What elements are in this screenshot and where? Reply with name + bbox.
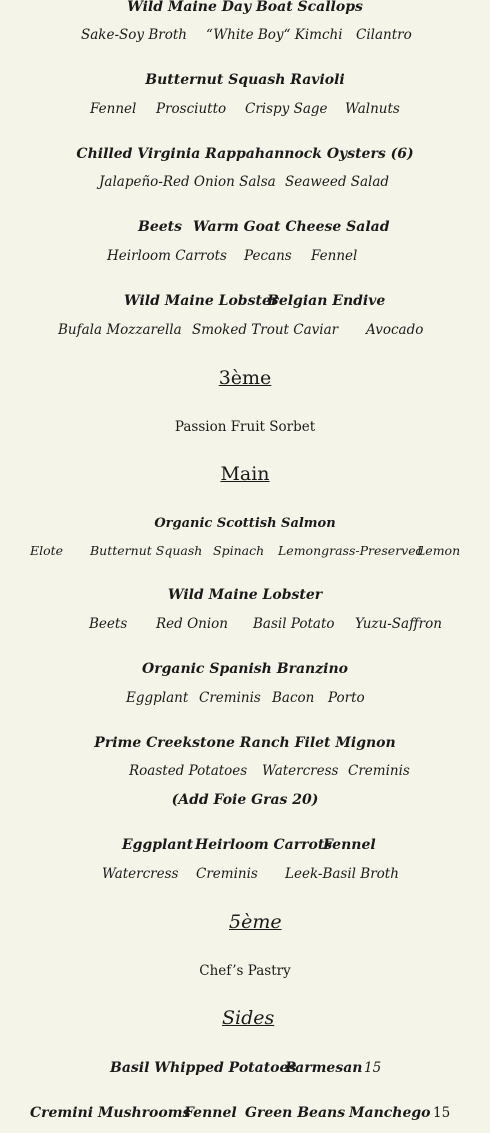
ingredient: Prosciutto bbox=[156, 101, 227, 117]
dish-items-branzino bbox=[0, 686, 490, 710]
ingredient: Pecans bbox=[244, 248, 292, 264]
dish-title-oysters bbox=[0, 142, 490, 166]
side-item: Parmesan bbox=[285, 1060, 363, 1076]
side-item: Green Beans bbox=[245, 1105, 346, 1121]
ingredient: Creminis bbox=[199, 690, 261, 706]
ingredient: Eggplant bbox=[126, 690, 189, 706]
ingredient: Crispy Sage bbox=[245, 101, 328, 117]
dish-title: Wild Maine Day Boat Scallops bbox=[127, 0, 363, 15]
course-5-item bbox=[0, 959, 490, 983]
ingredient: Spinach bbox=[213, 543, 265, 558]
dish-title-eggplant bbox=[0, 833, 490, 857]
ingredient: Lemon bbox=[417, 543, 461, 558]
ingredient: Walnuts bbox=[345, 101, 400, 117]
ingredient: Watercress bbox=[262, 763, 339, 779]
dish-title-branzino bbox=[0, 657, 490, 681]
dish-title-filet bbox=[0, 731, 490, 755]
ingredient: Smoked Trout Caviar bbox=[192, 322, 339, 338]
ingredient: Seaweed Salad bbox=[285, 174, 390, 190]
dish-title: Beets bbox=[138, 219, 182, 235]
dish-title: Heirloom Carrots bbox=[195, 837, 333, 853]
dish-title: Organic Spanish Branzino bbox=[142, 661, 348, 677]
side-price: 15 bbox=[364, 1060, 382, 1076]
ingredient: Elote bbox=[30, 543, 64, 558]
sides-row-1 bbox=[0, 1056, 490, 1080]
ingredient: Creminis bbox=[196, 866, 258, 882]
section-heading-5eme bbox=[0, 908, 490, 938]
ingredient: Yuzu-Saffron bbox=[355, 616, 442, 632]
section-heading: 3ème bbox=[218, 367, 272, 389]
ingredient: Bufala Mozzarella bbox=[58, 322, 182, 338]
ingredient: “White Boy“ Kimchi bbox=[206, 27, 343, 43]
ingredient: Creminis bbox=[348, 763, 410, 779]
ingredient: Leek-Basil Broth bbox=[285, 866, 399, 882]
ingredient: Lemongrass-Preserved bbox=[278, 543, 424, 558]
dish-title-lobster-main bbox=[0, 583, 490, 607]
ingredient: Bacon bbox=[272, 690, 315, 706]
course-3-item bbox=[0, 415, 490, 439]
dish-title: Organic Scottish Salmon bbox=[154, 516, 336, 531]
dish-title: Eggplant bbox=[122, 837, 194, 853]
dish-title: Butternut Squash Ravioli bbox=[145, 72, 345, 88]
dish-title-salmon bbox=[0, 512, 490, 536]
section-heading: Main bbox=[220, 463, 270, 485]
side-item: Manchego bbox=[349, 1105, 431, 1121]
side-price: 15 bbox=[433, 1105, 451, 1121]
dish-items-scallops bbox=[0, 23, 490, 47]
ingredient: Beets bbox=[89, 616, 128, 632]
dish-items-eggplant bbox=[0, 862, 490, 886]
dish-title-lobster-endive bbox=[0, 289, 490, 313]
section-heading-main bbox=[0, 460, 490, 490]
dish-title: Warm Goat Cheese Salad bbox=[193, 219, 390, 235]
side-item: Cremini Mushrooms bbox=[30, 1105, 191, 1121]
addon-foie-gras: (Add Foie Gras 20) bbox=[171, 792, 319, 808]
dish-title-ravioli bbox=[0, 68, 490, 92]
dish-items-ravioli bbox=[0, 97, 490, 121]
dish-title-beets bbox=[0, 215, 490, 239]
side-item: Fennel bbox=[184, 1105, 237, 1121]
dish-items-lobster-main bbox=[0, 612, 490, 636]
ingredient: Watercress bbox=[102, 866, 179, 882]
ingredient: Sake-Soy Broth bbox=[81, 27, 187, 43]
pastry: Chef’s Pastry bbox=[199, 963, 291, 979]
sorbet: Passion Fruit Sorbet bbox=[174, 419, 316, 435]
ingredient: Porto bbox=[328, 690, 365, 706]
dish-title: Prime Creekstone Ranch Filet Mignon bbox=[94, 735, 396, 751]
dish-items-filet bbox=[0, 759, 490, 783]
dish-title: Wild Maine Lobster bbox=[167, 587, 323, 603]
section-heading-3eme bbox=[0, 364, 490, 394]
dish-items-lobster-endive bbox=[0, 318, 490, 342]
dish-items-beets bbox=[0, 244, 490, 268]
ingredient: Basil Potato bbox=[253, 616, 335, 632]
ingredient: Fennel bbox=[311, 248, 358, 264]
ingredient: Roasted Potatoes bbox=[129, 763, 248, 779]
ingredient: Jalapeño-Red Onion Salsa bbox=[99, 174, 276, 190]
ingredient: Avocado bbox=[366, 322, 424, 338]
ingredient: Butternut Squash bbox=[90, 543, 203, 558]
dish-items-oysters bbox=[0, 170, 490, 194]
filet-addon bbox=[0, 788, 490, 812]
dish-title: Wild Maine Lobster bbox=[124, 293, 279, 309]
dish-title: Chilled Virginia Rappahannock Oysters (6) bbox=[76, 146, 414, 162]
ingredient: Fennel bbox=[90, 101, 137, 117]
sides-row-2 bbox=[0, 1101, 490, 1125]
ingredient: Heirloom Carrots bbox=[107, 248, 227, 264]
ingredient: Red Onion bbox=[156, 616, 228, 632]
section-heading-sides bbox=[0, 1004, 490, 1034]
section-heading: 5ème bbox=[229, 911, 282, 933]
side-item: Basil Whipped Potatoes bbox=[110, 1060, 297, 1076]
ingredient: Cilantro bbox=[356, 27, 412, 43]
section-heading: Sides bbox=[222, 1007, 275, 1029]
dish-title-scallops bbox=[0, 0, 490, 19]
dish-items-salmon bbox=[0, 539, 490, 563]
dish-title: Belgian Endive bbox=[267, 293, 386, 309]
dish-title: Fennel bbox=[323, 837, 376, 853]
